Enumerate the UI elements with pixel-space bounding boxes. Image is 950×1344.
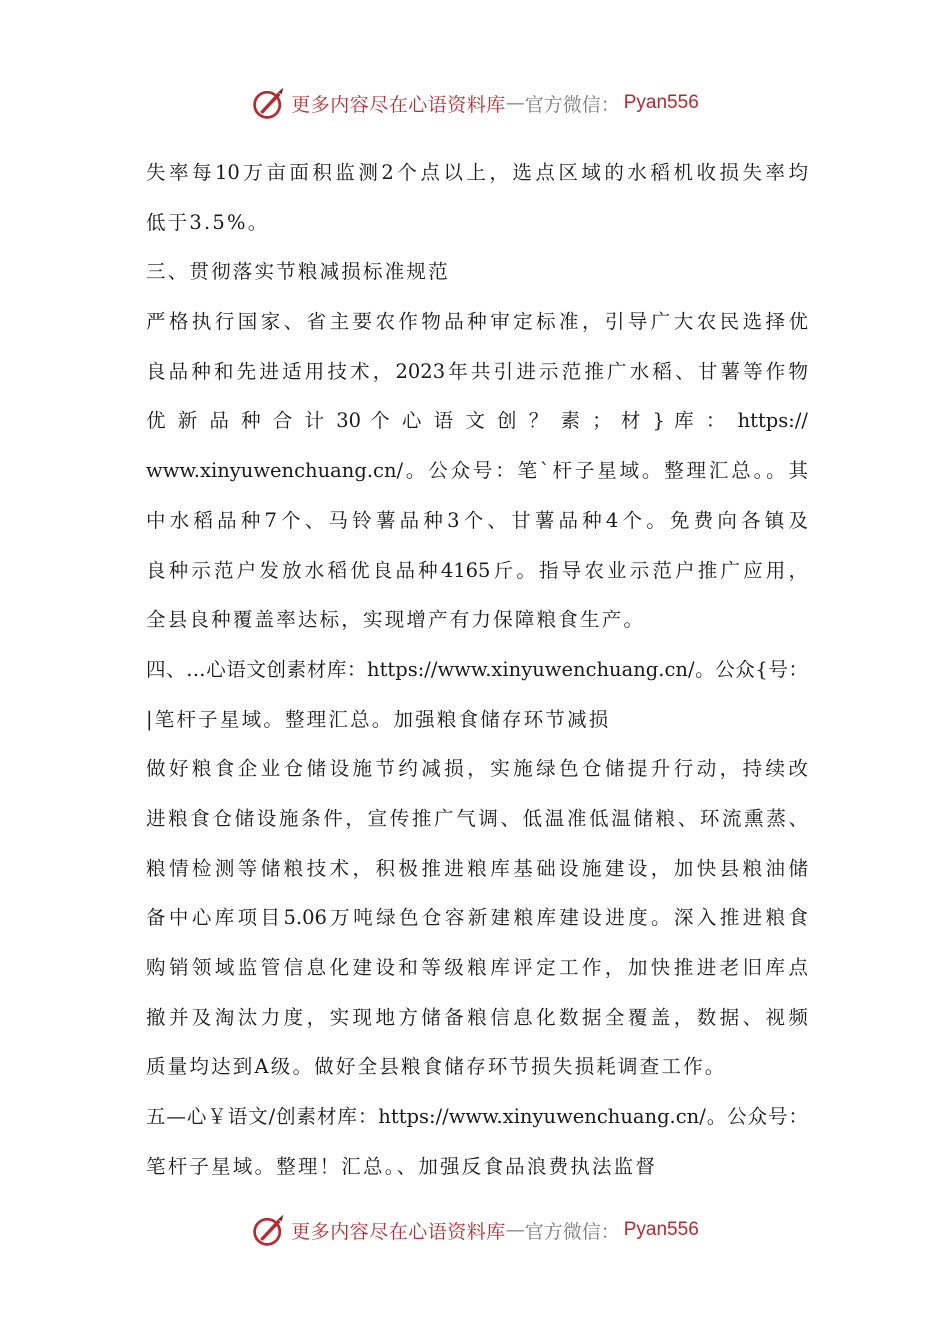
quill-logo-icon	[251, 1212, 287, 1248]
footer-banner	[0, 1210, 950, 1250]
banner-wechat-id: Pyan556	[623, 1219, 699, 1240]
text-line: 中水稻品种7个、马铃薯品种3个、甘薯品种4个。免费向各镇及	[146, 508, 808, 532]
banner-separator: —	[505, 1219, 525, 1241]
text-line: 优 新 品 种 合 计 30 个 心 语 文 创 ？ 素 ； 材 } 库 ： https://	[146, 409, 808, 433]
banner-wechat-id: Pyan556	[623, 92, 699, 113]
section-heading: 五—心￥语文/创素材库：https://www.xinyuwenchuang.cn/。公众号：	[146, 1105, 808, 1129]
banner-title: 更多内容尽在心语资料库	[291, 1220, 506, 1243]
section-heading: 笔杆子星域。整理！汇总。、加强反食品浪费执法监督	[146, 1154, 658, 1178]
text-line: 全县良种覆盖率达标，实现增产有力保障粮食生产。	[146, 608, 646, 632]
text-line: 撤并及淘汰力度，实现地方储备粮信息化数据全覆盖，数据、视频	[146, 1005, 808, 1029]
header-banner	[0, 83, 950, 123]
text-line: 粮情检测等储粮技术，积极推进粮库基础设施建设，加快县粮油储	[146, 856, 808, 880]
text-line: 失率每10万亩面积监测2个点以上，选点区域的水稻机收损失率均	[146, 161, 808, 184]
text-line: 质量均达到A级。做好全县粮食储存环节损失损耗调查工作。	[146, 1055, 727, 1079]
text-line: 良品种和先进适用技术，2023年共引进示范推广水稻、甘薯等作物	[146, 359, 808, 383]
text-line: 购销领域监管信息化建设和等级粮库评定工作，加快推进老旧库点	[146, 956, 808, 979]
banner-separator: —	[505, 92, 525, 114]
text-line: 低于3.5%。	[146, 210, 270, 234]
document-body	[146, 148, 808, 1191]
text-line: 备中心库项目5.06万吨绿色仓容新建粮库建设进度。深入推进粮食	[146, 906, 808, 930]
banner-wechat-label: 官方微信：	[524, 1220, 620, 1243]
text-line: www.xinyuwenchuang.cn/。公众号：笔`杆子星域。整理汇总。。其	[146, 459, 808, 483]
text-line: 严格执行国家、省主要农作物品种审定标准，引导广大农民选择优	[146, 310, 808, 334]
quill-logo-icon	[251, 85, 287, 121]
text-line: 进粮食仓储设施条件，宣传推广气调、低温准低温储粮、环流熏蒸、	[146, 806, 808, 830]
text-line: 良种示范户发放水稻优良品种4165斤。指导农业示范户推广应用，	[146, 558, 808, 582]
banner-title: 更多内容尽在心语资料库	[291, 93, 506, 116]
section-heading: |笔杆子星域。整理汇总。加强粮食储存环节减损	[146, 707, 611, 731]
text-line: 做好粮食企业仓储设施节约减损，实施绿色仓储提升行动，持续改	[146, 757, 808, 781]
banner-wechat-label: 官方微信：	[524, 93, 620, 116]
section-heading: 三、贯彻落实节粮减损标准规范	[146, 260, 450, 284]
section-heading: 四、…心语文创素材库：https://www.xinyuwenchuang.cn/。公众{号：	[146, 657, 808, 681]
